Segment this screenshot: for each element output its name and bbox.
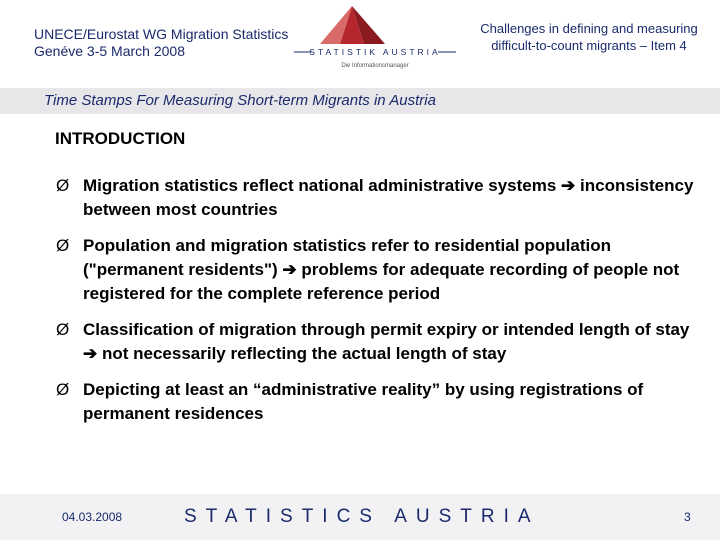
arrow-icon: ➔ — [282, 260, 297, 279]
bullet-text: Classification of migration through permit expiry or intended length of stay — [83, 320, 690, 339]
conference-info — [34, 26, 288, 60]
footer-date: 04.03.2008 — [62, 510, 123, 524]
logo-text: STATISTIK AUSTRIA — [309, 47, 441, 57]
arrow-icon: ➔ — [83, 344, 98, 363]
bullet-list — [56, 174, 696, 438]
bullet-item — [56, 174, 696, 222]
slide-subtitle: Time Stamps For Measuring Short-term Migrants in Austria — [44, 92, 436, 109]
agenda-item-info — [464, 20, 714, 54]
logo-tagline: Die Informationsmanager — [341, 63, 409, 69]
bullet-arrow-icon: Ø — [56, 176, 70, 195]
bullet-item — [56, 318, 696, 366]
footer-organization: STATISTICS AUSTRIA — [184, 506, 540, 527]
agenda-line-2: difficult-to-count migrants – Item 4 — [491, 38, 687, 53]
bullet-text: Migration statistics reflect national administrative systems — [83, 176, 562, 195]
conference-date-place: Genéve 3-5 March 2008 — [34, 43, 185, 59]
bullet-item — [56, 234, 696, 306]
section-title: INTRODUCTION — [55, 129, 186, 148]
arrow-icon: ➔ — [561, 176, 576, 195]
statistik-austria-logo — [290, 4, 460, 70]
bullet-text-continued: inconsistency between most countries — [83, 176, 694, 219]
agenda-line-1: Challenges in defining and measuring — [480, 21, 698, 36]
bullet-arrow-icon: Ø — [56, 236, 70, 255]
bullet-text-continued: problems for adequate recording of people not registered for the complete reference period — [83, 260, 680, 303]
page-number: 3 — [684, 510, 691, 524]
bullet-text: Population and migration statistics refer to residential population ("permanent residents") — [83, 236, 612, 279]
bullet-text-continued: not necessarily reflecting the actual length of stay — [97, 344, 507, 363]
bullet-item — [56, 378, 696, 426]
bullet-arrow-icon: Ø — [56, 320, 70, 339]
conference-title: UNECE/Eurostat WG Migration Statistics — [34, 26, 289, 42]
logo-graphic — [290, 4, 460, 70]
bullet-arrow-icon: Ø — [56, 380, 70, 399]
bullet-text: Depicting at least an “administrative reality” by using registrations of permanent residences — [83, 380, 644, 423]
